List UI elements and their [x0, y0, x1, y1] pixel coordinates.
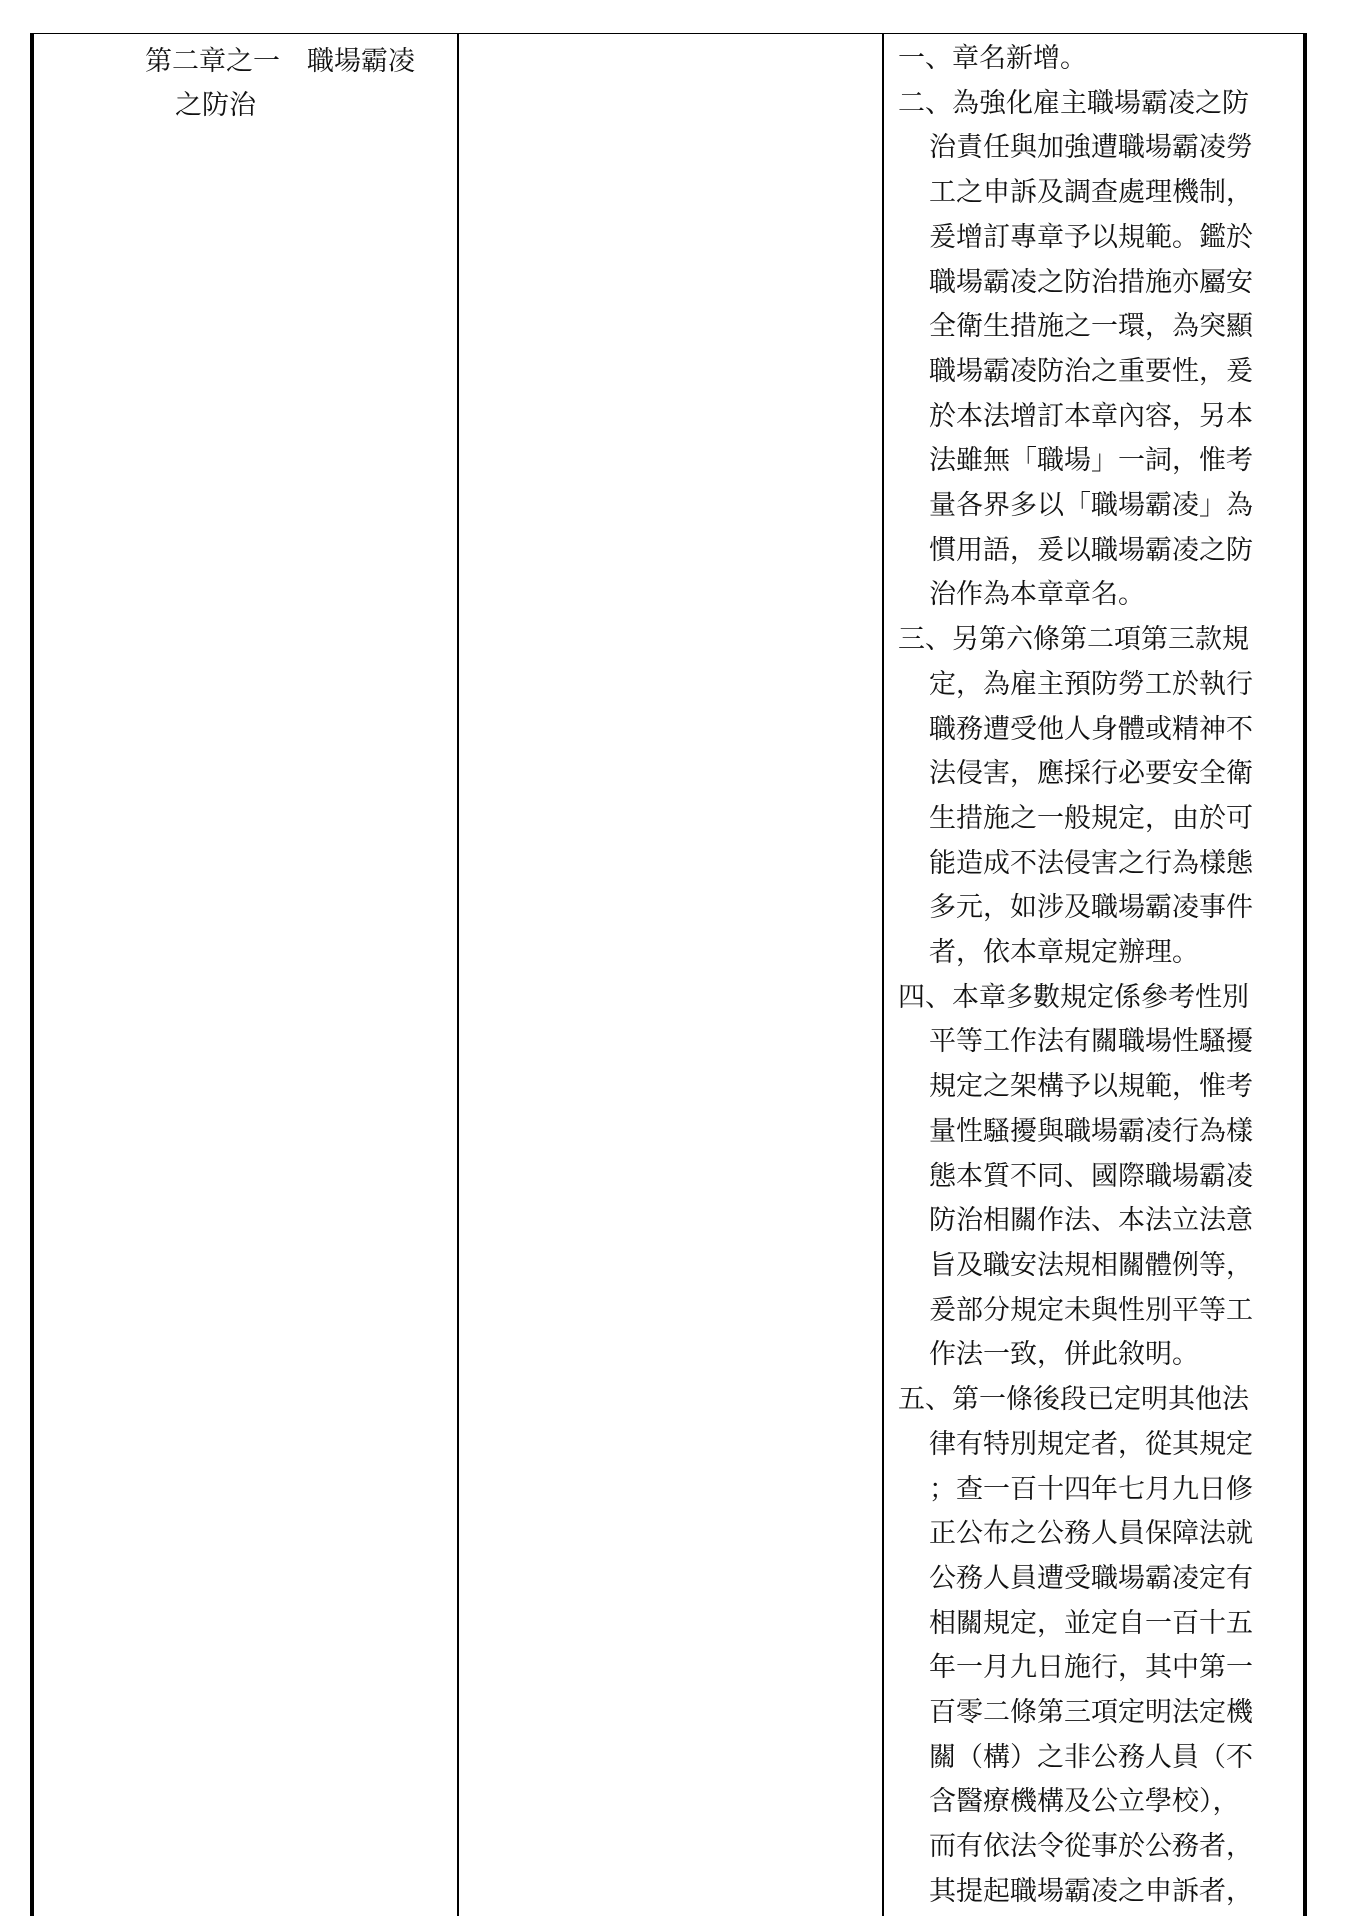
- note-line: 四、本章多數規定係參考性別: [898, 981, 1249, 1013]
- note-line: 二、為強化雇主職場霸凌之防: [898, 87, 1249, 119]
- note-line: 職務遭受他人身體或精神不: [929, 713, 1253, 745]
- note-line: 正公布之公務人員保障法就: [929, 1518, 1253, 1550]
- note-line: 多元，如涉及職場霸凌事件: [929, 892, 1253, 924]
- note-line: 相關規定，並定自一百十五: [929, 1607, 1253, 1639]
- note-line: 慣用語，爰以職場霸凌之防: [929, 534, 1253, 566]
- explanation-note: [898, 37, 1298, 82]
- note-line: 工之申訴及調查處理機制，: [929, 177, 1253, 209]
- note-line: 量各界多以「職場霸凌」為: [929, 490, 1253, 522]
- explanation-note: [898, 1378, 1298, 1914]
- note-line: 含醫療機構及公立學校），: [929, 1786, 1240, 1818]
- note-line: 職場霸凌防治之重要性，爰: [929, 355, 1253, 387]
- note-line: 而有依法令從事於公務者，: [929, 1831, 1253, 1863]
- note-line: 法雖無「職場」一詞，惟考: [929, 445, 1253, 477]
- note-line: 治作為本章章名。: [929, 579, 1145, 611]
- chapter-title-line-1: 第二章之一 職場霸凌: [145, 46, 415, 77]
- note-line: 公務人員遭受職場霸凌定有: [929, 1562, 1253, 1594]
- note-line: 旨及職安法規相關體例等，: [929, 1249, 1253, 1281]
- note-line: 生措施之一般規定，由於可: [929, 802, 1253, 834]
- column-divider-2: [882, 34, 884, 1916]
- note-line: 年一月九日施行，其中第一: [929, 1652, 1253, 1684]
- chapter-title-line-2: 之防治: [175, 90, 256, 121]
- note-line: 一、章名新增。: [898, 43, 1087, 74]
- note-line: 律有特別規定者，從其規定: [929, 1428, 1253, 1460]
- chapter-title: [145, 40, 415, 128]
- note-line: 爰部分規定未與性別平等工: [929, 1294, 1253, 1326]
- explanation-notes: [898, 37, 1298, 1915]
- note-line: ；查一百十四年七月九日修: [929, 1473, 1253, 1505]
- note-line: 法侵害，應採行必要安全衛: [929, 758, 1253, 790]
- note-line: 治責任與加強遭職場霸凌勞: [929, 132, 1253, 164]
- note-line: 防治相關作法、本法立法意: [929, 1205, 1253, 1237]
- note-line: 平等工作法有關職場性騷擾: [929, 1026, 1253, 1058]
- note-line: 百零二條第三項定明法定機: [929, 1697, 1253, 1729]
- note-line: 職場霸凌之防治措施亦屬安: [929, 266, 1253, 298]
- explanation-note: [898, 82, 1298, 618]
- explanation-note: [898, 618, 1298, 976]
- note-line: 五、第一條後段已定明其他法: [898, 1384, 1249, 1416]
- note-line: 其提起職場霸凌之申訴者，: [929, 1875, 1253, 1907]
- note-line: 作法一致，併此敘明。: [929, 1339, 1199, 1371]
- explanation-note: [898, 976, 1298, 1378]
- note-line: 定，為雇主預防勞工於執行: [929, 668, 1253, 700]
- note-line: 三、另第六條第二項第三款規: [898, 624, 1249, 656]
- note-line: 規定之架構予以規範，惟考: [929, 1071, 1253, 1103]
- note-line: 者，依本章規定辦理。: [929, 937, 1199, 969]
- note-line: 關（構）之非公務人員（不: [929, 1741, 1253, 1773]
- note-line: 於本法增訂本章內容，另本: [929, 400, 1253, 432]
- column-divider-1: [457, 34, 459, 1916]
- note-line: 量性騷擾與職場霸凌行為樣: [929, 1115, 1253, 1147]
- note-line: 全衛生措施之一環，為突顯: [929, 311, 1253, 343]
- note-line: 能造成不法侵害之行為樣態: [929, 847, 1253, 879]
- note-line: 態本質不同、國際職場霸凌: [929, 1160, 1253, 1192]
- note-line: 爰增訂專章予以規範。鑑於: [929, 221, 1253, 253]
